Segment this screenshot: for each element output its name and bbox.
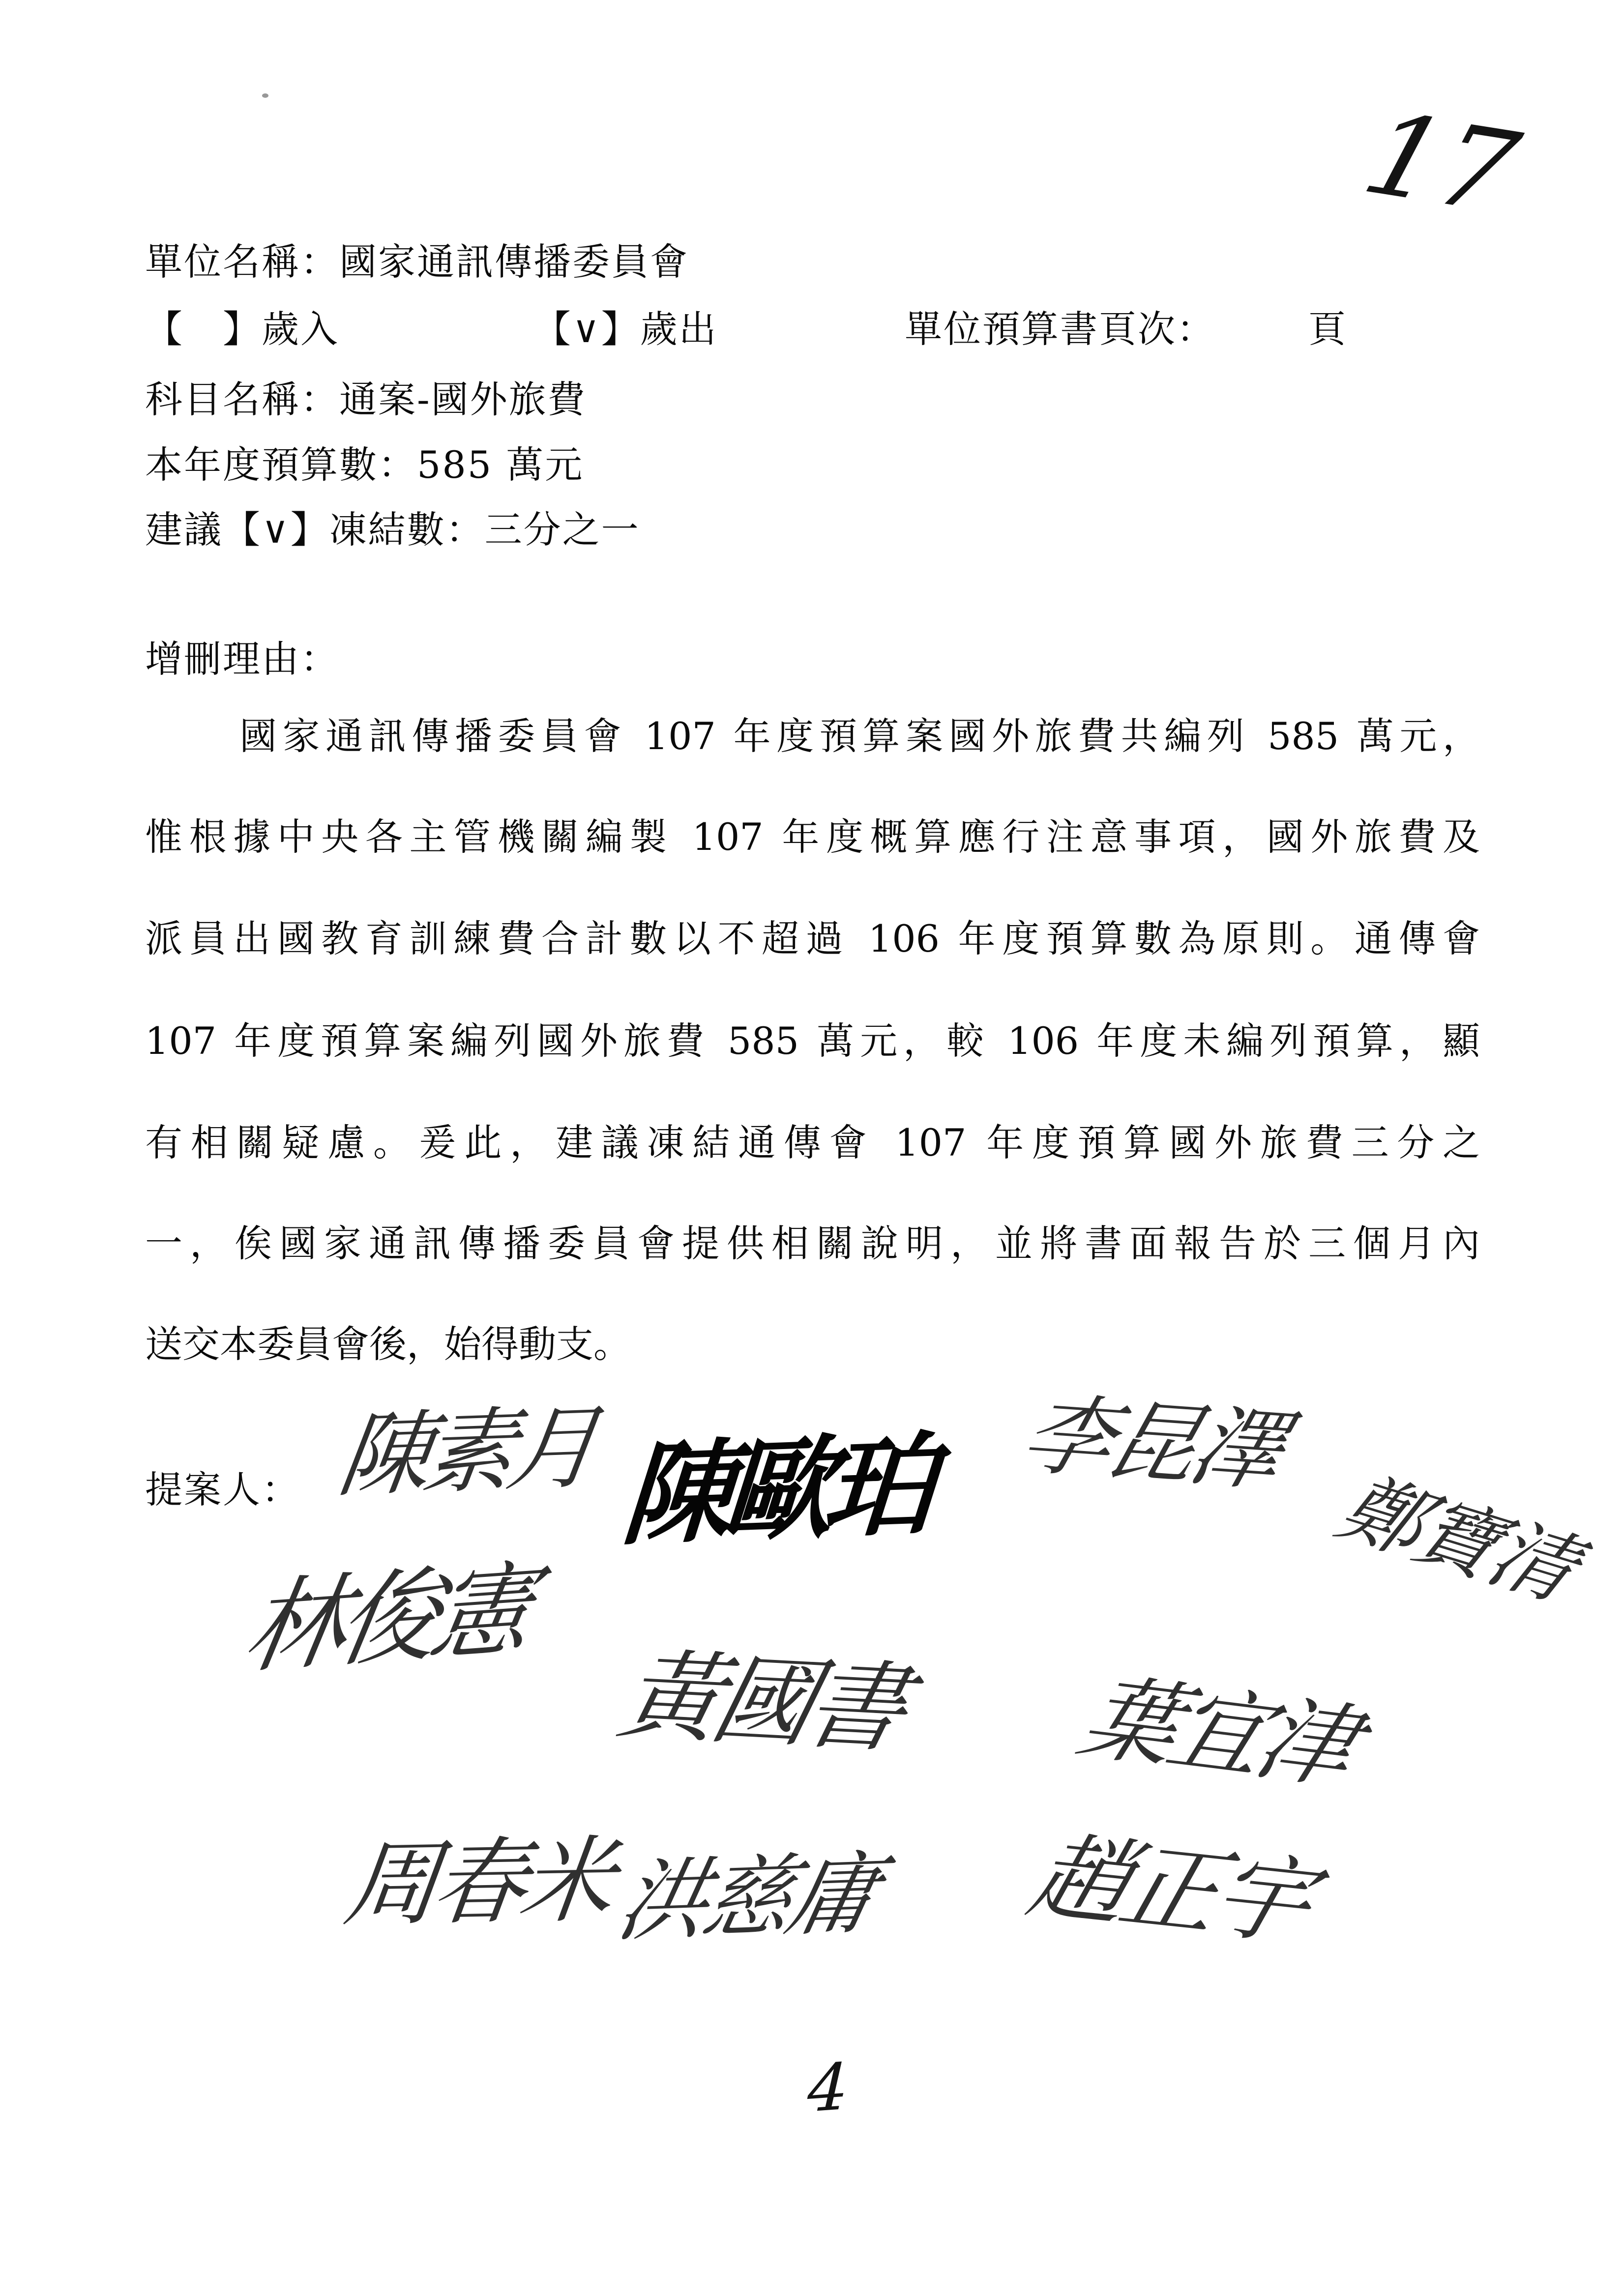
reason-heading: 增刪理由： xyxy=(145,637,339,681)
unit-name-line: 單位名稱：國家通訊傳播委員會 xyxy=(145,240,689,284)
proposer-label: 提案人： xyxy=(145,1468,300,1511)
subject-name-line: 科目名稱：通案-國外旅費 xyxy=(145,378,587,421)
paragraph-line: 惟根據中央各主管機關編製 107 年度概算應行注意事項，國外旅費及 xyxy=(145,815,1480,859)
current-year-budget-line: 本年度預算數：585 萬元 xyxy=(145,443,584,487)
paragraph-line: 有相關疑慮。爰此，建議凍結通傳會 107 年度預算國外旅費三分之 xyxy=(145,1121,1480,1164)
paragraph-line: 送交本委員會後，始得動支。 xyxy=(145,1322,631,1366)
budget-book-page-unit-label: 頁 xyxy=(1308,307,1347,351)
signature-lee-kun-tse: 李昆澤 xyxy=(1010,1384,1293,1503)
signature-chao-cheng-yu: 趙正宇 xyxy=(1018,1821,1321,1958)
expenditure-checkbox: 【∨】歲出 xyxy=(533,307,718,351)
signature-cheng-pao-ching: 鄭寶清 xyxy=(1325,1461,1590,1616)
paragraph-line: 派員出國教育訓練費合計數以不超過 106 年度預算數為原則。通傳會 xyxy=(145,917,1480,960)
signature-lin-chun-hsien: 林俊憲 xyxy=(236,1550,535,1688)
signature-chen-su-yue: 陳素月 xyxy=(332,1394,600,1510)
paragraph-line: 一，俟國家通訊傳播委員會提供相關說明，並將書面報告於三個月內 xyxy=(145,1221,1480,1265)
budget-book-page-label: 單位預算書頁次： xyxy=(905,307,1215,351)
signature-huang-kuo-shu: 黃國書 xyxy=(610,1638,914,1767)
revenue-checkbox: 【 】歲入 xyxy=(145,307,339,351)
signature-yeh-yi-chin: 葉宜津 xyxy=(1067,1663,1368,1801)
signature-chen-ou-po: 陳歐珀 xyxy=(618,1420,930,1561)
signature-chou-chun-mi: 周春米 xyxy=(339,1826,615,1940)
paragraph-line: 國家通訊傳播委員會 107 年度預算案國外旅費共編列 585 萬元， xyxy=(239,714,1480,758)
handwritten-page-number-bottom: 4 xyxy=(806,2049,850,2127)
signature-hung-tzu-yung: 洪慈庸 xyxy=(609,1841,885,1954)
scan-speck xyxy=(262,93,268,98)
paragraph-line: 107 年度預算案編列國外旅費 585 萬元，較 106 年度未編列預算，顯 xyxy=(145,1019,1480,1063)
handwritten-page-number-top: 17 xyxy=(1350,89,1532,239)
freeze-proposal-line: 建議【∨】凍結數：三分之一 xyxy=(145,508,640,552)
